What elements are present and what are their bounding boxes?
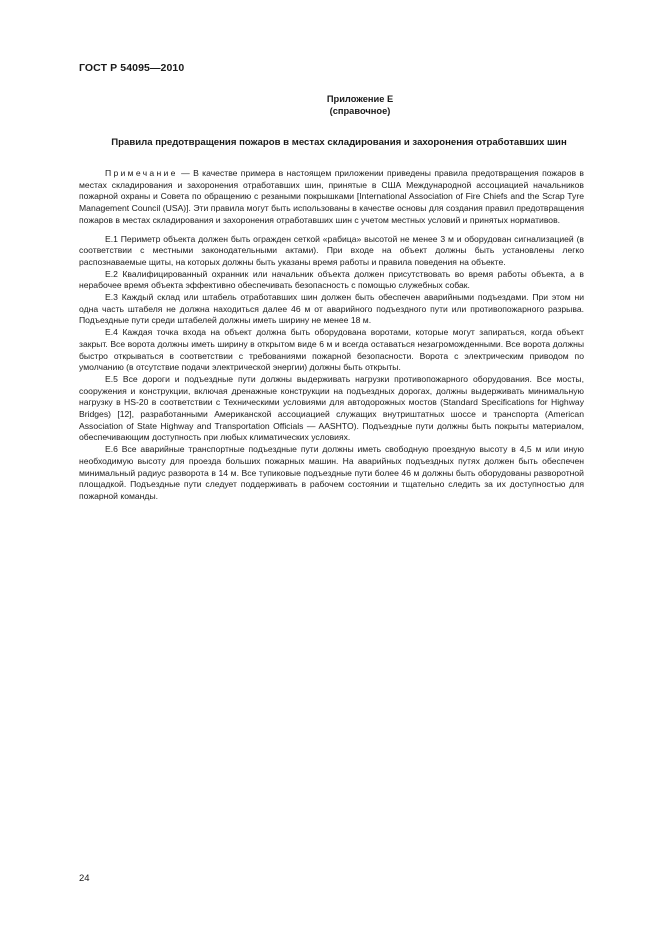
paragraph-e5: Е.5 Все дороги и подъездные пути должны выдерживать нагрузки противопожарного оборудования. Все мосты, сооружения и конструкции, включая дренажные конструкции на подъездных дорогах, должны выдерживать минимальную нагрузку в HS-20 в соответствии с Техническими условиями для автодорожных мостов (Standard Specifications for Highway Bridges) [12], разработанными Американской ассоциацией служащих внутриштатных шоссе и транспорта (American Association of State Highway and Transportation Officials — AASHTO). Подъездные пути должны быть покрыты материалом, обеспечивающим доступность при любых климатических условиях. [79, 373, 584, 443]
paragraph-e4: Е.4 Каждая точка входа на объект должна быть оборудована воротами, которые могут запираться, когда объект закрыт. Все ворота должны иметь ширину в открытом виде 6 м и всегда оставаться незагроможденными. Все ворота должны быстро открываться в соответствии с требованиями пожарной безопасности. Ворота с электрическим приводом по умолчанию (в отсутствие подачи электрической энергии) должны быть открыты. [79, 327, 584, 373]
page-number: 24 [79, 873, 90, 884]
note-label: Примечание [105, 168, 178, 178]
appendix-title: Приложение Е [326, 94, 394, 104]
document-body [79, 168, 584, 503]
note-paragraph [79, 168, 584, 227]
paragraph-e2: Е.2 Квалифицированный охранник или начальник объекта должен присутствовать во время работы объекта, а в нерабочее время объекта эффективно обеспечивать безопасность с помощью служебных собак. [79, 268, 584, 291]
paragraph-e3: Е.3 Каждый склад или штабель отработавших шин должен быть обеспечен аварийными подъездами. При этом ни одна часть штабеля не должна находиться далее 46 м от аварийного подъездного пути или противопожарного разрыва. Подъездные пути среди штабелей должны иметь ширину не менее 18 м. [79, 292, 584, 326]
paragraph-e6: Е.6 Все аварийные транспортные подъездные пути должны иметь свободную проездную высоту в 4,5 м или иную необходимую высоту для проезда больших пожарных машин. На аварийных подъездных путях должен быть обеспечен минимальный радиус разворота в 14 м. Все тупиковые подъездные пути более 46 м должны быть оборудованы разворотной площадкой. Подъездные пути следует поддерживать в рабочем состоянии и тщательно следить за их доступностью для пожарной команды. [79, 444, 584, 501]
paragraph-e1: Е.1 Периметр объекта должен быть огражден сеткой «рабица» высотой не менее 3 м и оборудован сигнализацией (в соответствии с местными законодательными актами). При входе на объект должны быть установлены легко распознаваемые щиты, на которых должны быть указаны время работы и правила поведения на объекте. [79, 233, 584, 267]
appendix-heading [0, 93, 661, 117]
appendix-subtitle: (справочное) [329, 106, 391, 116]
note-text: — В качестве примера в настоящем приложении приведены правила предотвращения пожаров в местах складирования и захоронения отработавших шин, принятые в США Международной ассоциацией начальников пожарной охраны и Совета по обращению с резаными покрышками [International Association of Fire Chiefs and the Scrap Tyre Management Council (USA)]. Эти правила могут быть использованы в качестве основы для создания правил предотвращения пожаров в местах складирования и захоронения отработавших шин с учетом местных условий и принятых нормативов. [79, 168, 584, 225]
document-code: ГОСТ Р 54095—2010 [79, 62, 185, 74]
section-title: Правила предотвращения пожаров в местах складирования и захоронения отработавших шин [111, 137, 567, 148]
